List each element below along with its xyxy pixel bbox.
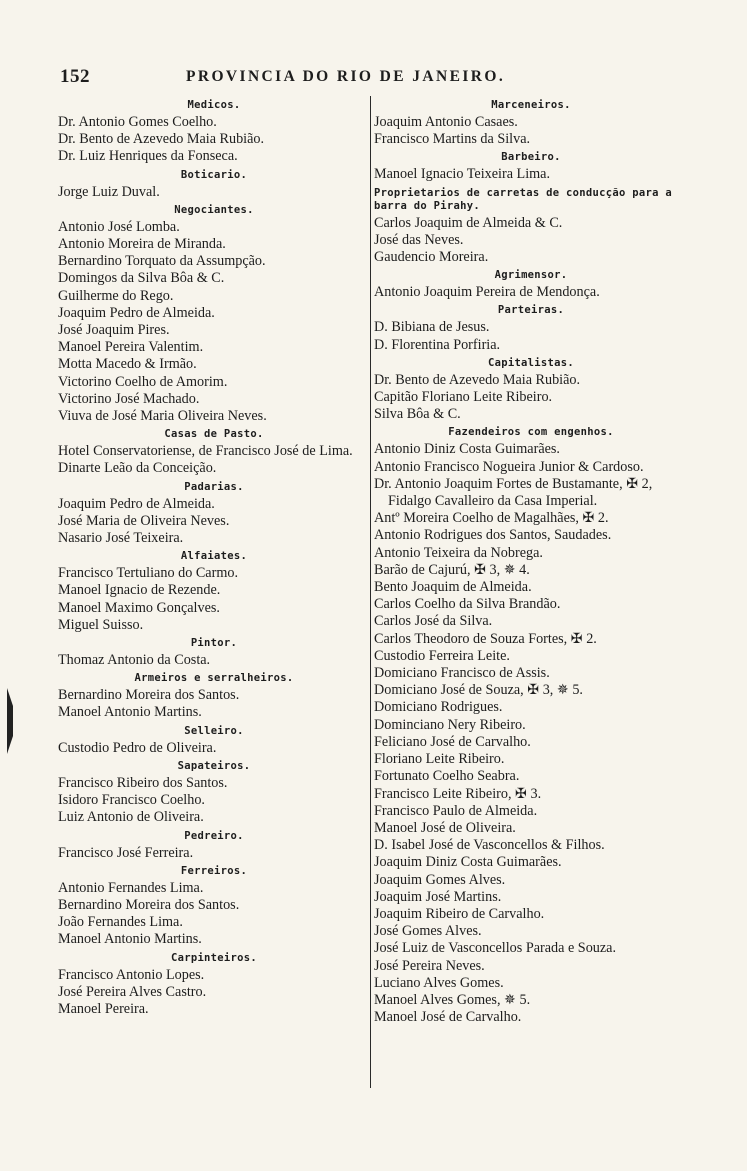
section-title: Alfaiates. [180,550,248,563]
directory-entry: Victorino José Machado. [58,390,200,407]
section [374,184,688,267]
directory-entry: Domiciano José de Souza, ✠ 3, ✵ 5. [374,682,583,699]
running-head: PROVINCIA DO RIO DE JANEIRO. [186,68,506,85]
section [374,266,688,301]
directory-entry: Manoel José de Oliveira. [374,819,516,836]
column-divider [370,96,371,1088]
section [58,949,370,1019]
directory-entry: Bernardino Torquato da Assumpção. [58,253,266,270]
section [58,669,370,721]
directory-entry: José Gomes Alves. [374,923,482,940]
directory-entry: Guilherme do Rego. [58,287,174,304]
directory-entry: Luiz Antonio de Oliveira. [58,809,204,826]
directory-entry: Feliciano José de Carvalho. [374,733,531,750]
directory-entry: Viuva de José Maria Oliveira Neves. [58,408,267,425]
left-column [58,96,370,1018]
directory-entry: Joaquim Pedro de Almeida. [58,495,215,512]
directory-entry: Antonio Fernandes Lima. [58,879,204,896]
right-column [374,96,688,1026]
section [58,757,370,827]
section-title: Casas de Pasto. [164,428,264,441]
section [374,423,688,1026]
section [58,722,370,757]
directory-entry: Dr. Antonio Gomes Coelho. [58,114,217,130]
section [58,547,370,634]
directory-entry: Floriano Leite Ribeiro. [374,751,505,768]
section-title: Marceneiros. [491,99,571,111]
directory-entry: Manoel Ignacio de Rezende. [58,582,221,599]
section-title: Fazendeiros com engenhos. [448,426,614,439]
directory-entry: Dinarte Leão da Conceição. [58,460,217,477]
section [374,96,688,148]
section-title: Selleiro. [184,724,244,737]
section-title: Carpinteiros. [170,951,258,964]
directory-entry: Carlos José da Silva. [374,613,493,630]
section [374,148,688,183]
section [58,862,370,949]
section-title: Armeiros e serralheiros. [134,672,294,685]
directory-entry: Francisco Paulo de Almeida. [374,802,538,819]
page-number: 152 [60,66,90,87]
directory-entry: Manoel Ignacio Teixeira Lima. [374,166,551,183]
directory-entry: João Fernandes Lima. [58,914,183,931]
directory-entry: Antonio Teixeira da Nobrega. [374,544,543,561]
section [58,634,370,669]
directory-entry: José Luiz de Vasconcellos Parada e Souza. [374,940,617,957]
directory-entry: D. Bibiana de Jesus. [374,319,490,336]
directory-entry: Joaquim Antonio Casaes. [374,114,518,130]
directory-entry: Joaquim Ribeiro de Carvalho. [374,905,545,922]
directory-entry: Capitão Floriano Leite Ribeiro. [374,389,553,406]
directory-entry: Carlos Coelho da Silva Brandão. [374,596,561,613]
section-title: Barbeiro. [501,151,561,164]
directory-entry: Victorino Coelho de Amorim. [58,373,228,390]
section-title: Medicos. [187,99,241,111]
directory-entry: Antonio Joaquim Pereira de Mendonça. [374,284,600,301]
directory-entry: Joaquim José Martins. [374,888,502,905]
directory-entry: Dr. Luiz Henriques da Fonseca. [58,148,238,165]
directory-entry: Francisco Antonio Lopes. [58,966,205,983]
directory-entry: Custodio Ferreira Leite. [374,647,510,664]
directory-entry: José Joaquim Pires. [58,322,170,339]
directory-entry: Thomaz Antonio da Costa. [58,652,211,669]
section-title: Padarias. [184,480,244,493]
directory-entry: Luciano Alves Gomes. [374,974,504,991]
directory-entry: Manoel José de Carvalho. [374,1009,522,1026]
section-title: Boticario. [180,168,248,181]
directory-entry: Domiciano Rodrigues. [374,699,503,716]
directory-entry: Nasario José Teixeira. [58,530,184,547]
directory-entry: Barão de Cajurú, ✠ 3, ✵ 4. [374,561,530,578]
section [58,201,370,425]
directory-entry: José das Neves. [374,231,464,248]
directory-entry: Motta Macedo & Irmão. [58,356,197,373]
directory-entry: Manoel Pereira. [58,1000,149,1017]
section-title: Pedreiro. [184,829,244,842]
directory-entry: Manoel Maximo Gonçalves. [58,599,220,616]
page-edge-mark [6,686,14,756]
directory-entry: José Maria de Oliveira Neves. [58,512,230,529]
section [58,166,370,201]
section [58,478,370,548]
directory-entry: Bernardino Moreira dos Santos. [58,687,240,704]
directory-entry: D. Florentina Porfiria. [374,336,501,353]
section-title: Parteiras. [497,304,565,317]
page-header [60,66,690,88]
section-title: Capitalistas. [487,356,575,369]
directory-entry: Joaquim Pedro de Almeida. [58,304,215,321]
directory-entry: Francisco Leite Ribeiro, ✠ 3. [374,785,542,802]
directory-entry: Joaquim Gomes Alves. [374,871,506,888]
directory-entry: Antonio Diniz Costa Guimarães. [374,441,560,458]
directory-entry: Manoel Alves Gomes, ✵ 5. [374,991,531,1008]
directory-entry: Custodio Pedro de Oliveira. [58,739,217,756]
section-title: Sapateiros. [177,759,251,772]
directory-entry: Bernardino Moreira dos Santos. [58,896,240,913]
directory-entry: Antonio José Lomba. [58,218,180,235]
directory-entry: Manoel Antonio Martins. [58,704,202,721]
section [374,301,688,353]
directory-entry: Fortunato Coelho Seabra. [374,768,520,785]
directory-entry: Carlos Joaquim de Almeida & C. [374,214,563,231]
directory-entry: Manoel Antonio Martins. [58,931,202,948]
directory-entry: Dr. Bento de Azevedo Maia Rubião. [58,131,265,148]
directory-entry: Dr. Antonio Joaquim Fortes de Bustamante, ✠ 2, Fidalgo Cavalleiro da Casa Imperial. [374,475,653,510]
section [58,425,370,477]
section-title: Pintor. [190,637,238,650]
directory-entry: Miguel Suisso. [58,616,144,633]
directory-entry: Manoel Pereira Valentim. [58,339,204,356]
directory-entry: Gaudencio Moreira. [374,249,489,266]
directory-entry: Jorge Luiz Duval. [58,183,160,200]
directory-entry: Antº Moreira Coelho de Magalhães, ✠ 2. [374,510,609,527]
directory-entry: Domingos da Silva Bôa & C. [58,270,225,287]
section-title: Proprietarios de carretas de conducção para a barra do Pirahy. [374,186,672,212]
directory-entry: D. Isabel José de Vasconcellos & Filhos. [374,837,605,854]
directory-entry: José Pereira Neves. [374,957,485,974]
directory-entry: Joaquim Diniz Costa Guimarães. [374,854,562,871]
section-title: Agrimensor. [494,269,568,282]
directory-entry: Domiciano Francisco de Assis. [374,665,550,682]
directory-entry: Hotel Conservatoriense, de Francisco José de Lima. [58,443,353,460]
directory-entry: Isidoro Francisco Coelho. [58,792,205,809]
section-title: Negociantes. [174,203,254,216]
directory-entry: Antonio Rodrigues dos Santos, Saudades. [374,527,612,544]
directory-entry: Dominciano Nery Ribeiro. [374,716,526,733]
directory-entry: Francisco Martins da Silva. [374,131,531,148]
directory-entry: José Pereira Alves Castro. [58,983,207,1000]
directory-entry: Antonio Moreira de Miranda. [58,236,226,253]
directory-entry: Carlos Theodoro de Souza Fortes, ✠ 2. [374,630,597,647]
section [58,96,370,166]
directory-entry: Francisco José Ferreira. [58,844,194,861]
directory-entry: Francisco Tertuliano do Carmo. [58,565,238,582]
directory-entry: Silva Bôa & C. [374,406,461,423]
directory-entry: Bento Joaquim de Almeida. [374,579,532,596]
section [58,827,370,862]
section [374,354,688,424]
section-title: Ferreiros. [180,864,248,877]
directory-entry: Dr. Bento de Azevedo Maia Rubião. [374,371,581,388]
directory-entry: Antonio Francisco Nogueira Junior & Cardoso. [374,458,644,475]
directory-entry: Francisco Ribeiro dos Santos. [58,774,228,791]
